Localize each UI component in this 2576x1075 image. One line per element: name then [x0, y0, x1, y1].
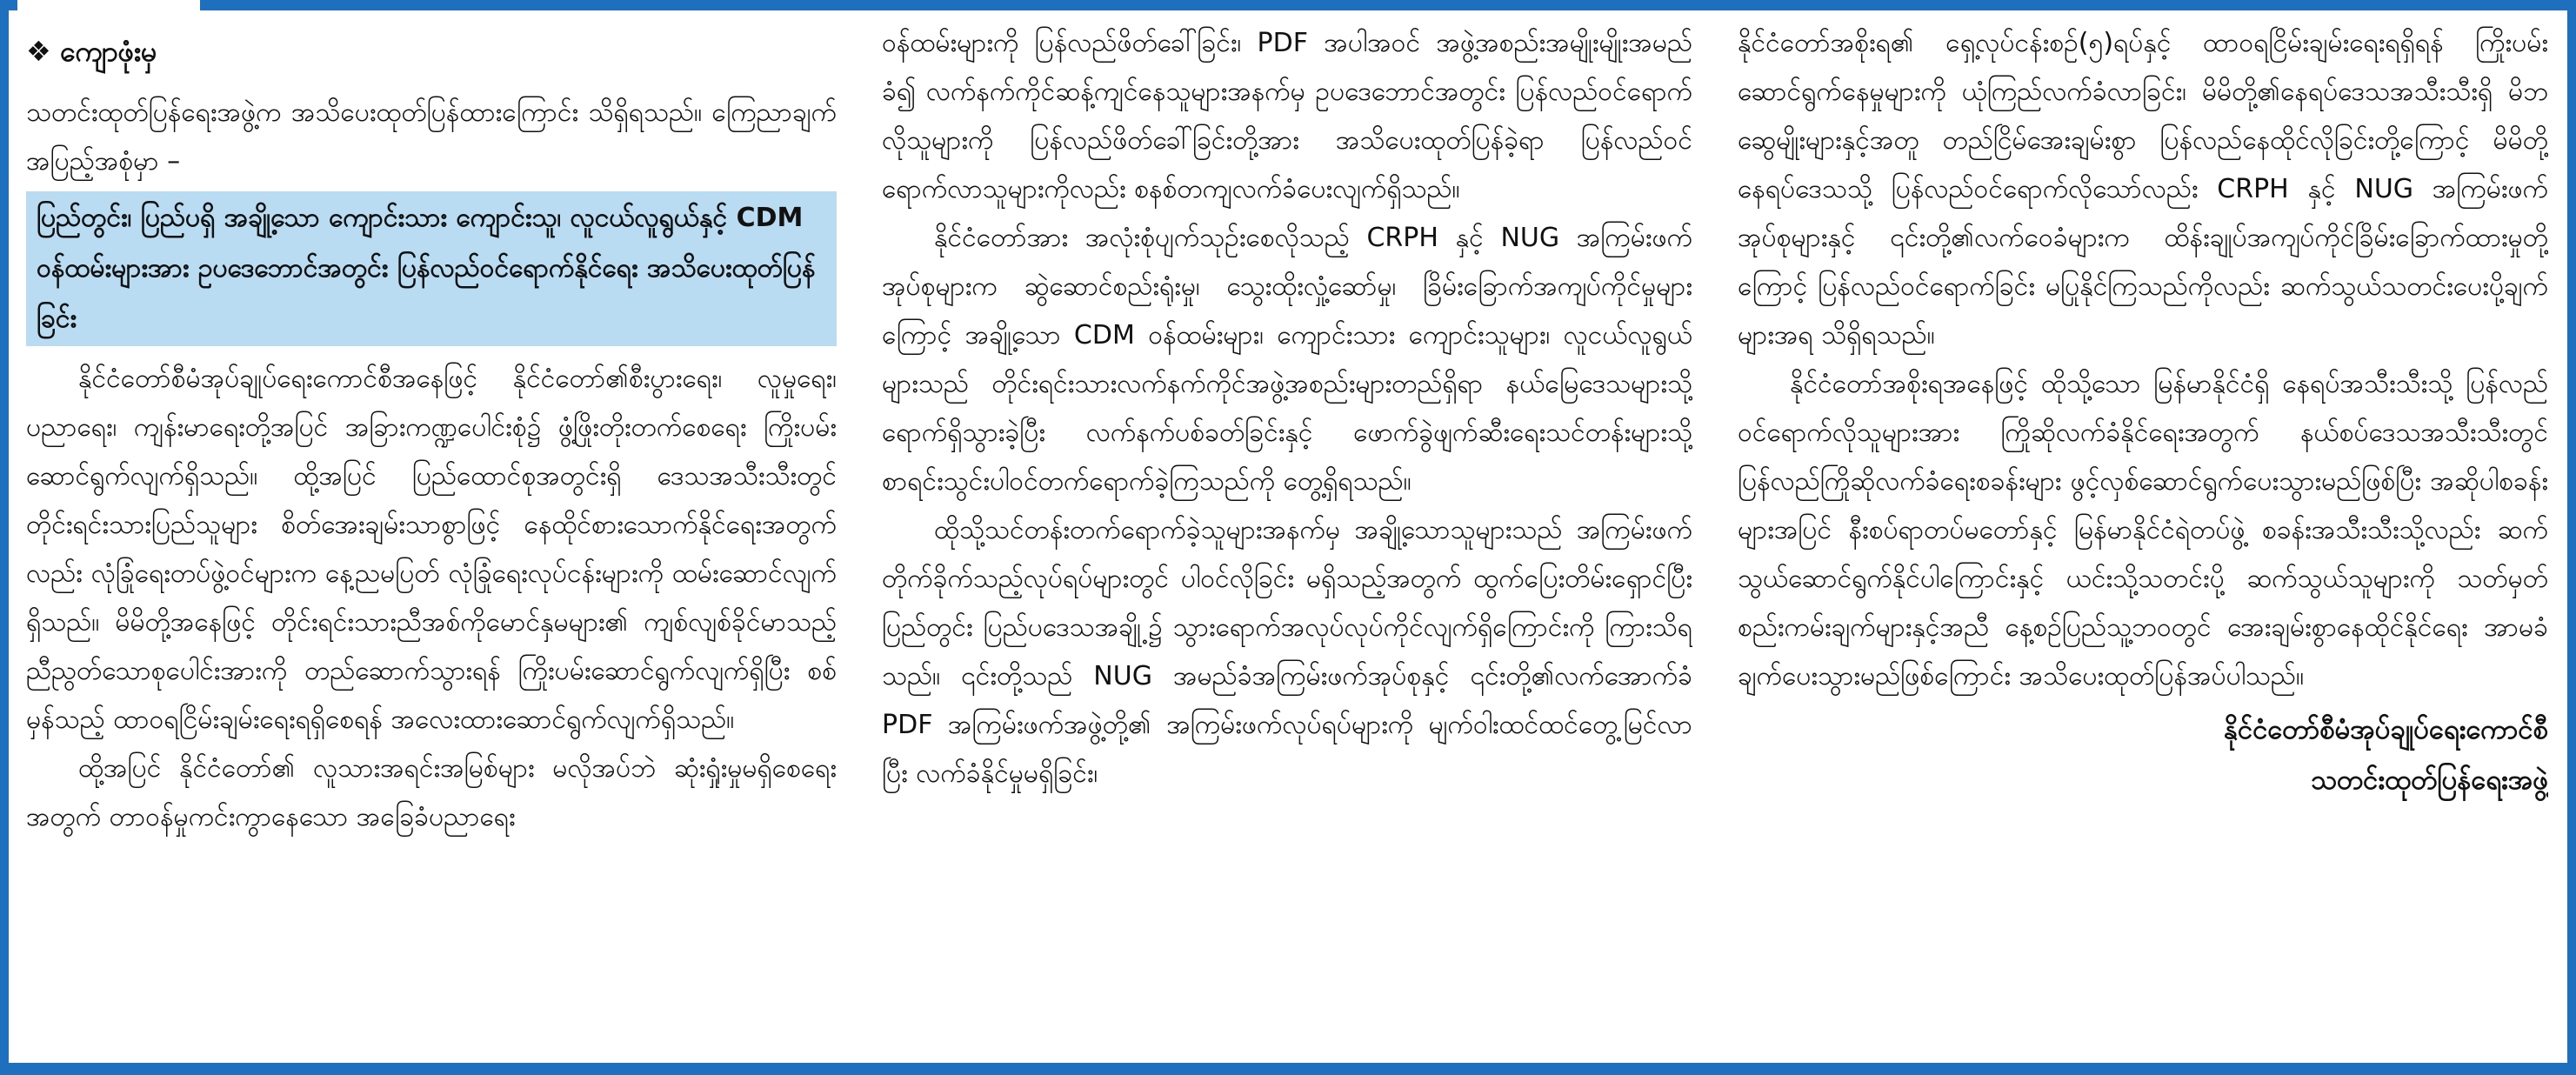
body-paragraph: နိုင်ငံတော်အစိုးရ၏ ရှေ့လုပ်ငန်းစဉ်(၅)ရပ်နှင့် ထာဝရငြိမ်းချမ်းရေးရရှိရန် ကြိုးပမ်းဆောင်ရွက်နေမှုများကို ယုံကြည်လက်ခံလာခြင်း၊ မိမိတို့၏နေရပ်ဒေသအသီးသီးရှိ မိဘဆွေမျိုးများနှင့်အတူ တည်ငြိမ်အေးချမ်းစွာ ပြန်လည်နေထိုင်လိုခြင်းတို့ကြောင့် မိမိတို့နေရပ်ဒေသသို့ ပြန်လည်ဝင်ရောက်လိုသော်လည်း CRPH နှင့် NUG အကြမ်းဖက်အုပ်စုများနှင့် ၎င်းတို့၏လက်ဝေခံများက ထိန်းချုပ်အကျပ်ကိုင်ခြိမ်းခြောက်ထားမှုတို့ကြောင့် ပြန်လည်ဝင်ရောက်ခြင်း မပြုနိုင်ကြသည်ကိုလည်း ဆက်သွယ်သတင်းပေးပို့ချက်များအရ သိရှိရသည်။ [1738, 28, 2548, 351]
signature-block [1738, 704, 2548, 805]
body-paragraph: နိုင်ငံတော်အား အလုံးစုံပျက်သုဉ်းစေလိုသည့် CRPH နှင့် NUG အကြမ်းဖက်အုပ်စုများက ဆွဲဆောင်စည်းရုံးမှု၊ သွေးထိုးလှုံ့ဆော်မှု၊ ခြိမ်းခြောက်အကျပ်ကိုင်မှုများကြောင့် အချို့သော CDM ဝန်ထမ်းများ၊ ကျောင်းသား ကျောင်းသူများ၊ လူငယ်လူရွယ်များသည် တိုင်းရင်းသားလက်နက်ကိုင်အဖွဲ့အစည်းများတည်ရှိရာ နယ်မြေဒေသများသို့ ရောက်ရှိသွားခဲ့ပြီး လက်နက်ပစ်ခတ်ခြင်းနှင့် ဖောက်ခွဲဖျက်ဆီးရေးသင်တန်းများသို့ စာရင်းသွင်းပါဝင်တက်ရောက်ခဲ့ကြသည်ကို တွေ့ရှိရသည်။ [882, 223, 1692, 497]
signature-team: သတင်းထုတ်ပြန်ရေးအဖွဲ့ [2311, 765, 2548, 796]
signature-issuer: နိုင်ငံတော်စီမံအုပ်ချုပ်ရေးကောင်စီ [2224, 714, 2548, 745]
announcement-headline: ပြည်တွင်း၊ ပြည်ပရှိ အချို့သော ကျောင်းသား ကျောင်းသူ၊ လူငယ်လူရွယ်နှင့် CDM ဝန်ထမ်းများအား ဥပဒေဘောင်အတွင်း ပြန်လည်ဝင်ရောက်နိုင်ရေး အသိပေးထုတ်ပြန်ခြင်း [26, 191, 837, 346]
article-body [26, 19, 2548, 1045]
body-paragraph: ဝန်ထမ်းများကို ပြန်လည်ဖိတ်ခေါ်ခြင်း၊ PDF အပါအဝင် အဖွဲ့အစည်းအမျိုးမျိုးအမည်ခံ၍ လက်နက်ကိုင်ဆန့်ကျင်နေသူများအနက်မှ ဥပဒေဘောင်အတွင်း ပြန်လည်ဝင်ရောက်လိုသူများကို ပြန်လည်ဖိတ်ခေါ်ခြင်းတို့အား အသိပေးထုတ်ပြန်ခဲ့ရာ ပြန်လည်ဝင်ရောက်လာသူများကိုလည်း စနစ်တကျလက်ခံပေးလျက်ရှိသည်။ [882, 28, 1692, 204]
column-1 [26, 19, 837, 1045]
section-title-text: ကျောဖုံးမှ [59, 35, 157, 68]
body-paragraph: နိုင်ငံတော်အစိုးရအနေဖြင့် ထိုသို့သော မြန်မာနိုင်ငံရှိ နေရပ်အသီးသီးသို့ ပြန်လည်ဝင်ရောက်လိုသူများအား ကြိုဆိုလက်ခံနိုင်ရေးအတွက် နယ်စပ်ဒေသအသီးသီးတွင် ပြန်လည်ကြိုဆိုလက်ခံရေးစခန်းများ ဖွင့်လှစ်ဆောင်ရွက်ပေးသွားမည်ဖြစ်ပြီး အဆိုပါစခန်းများအပြင် နီးစပ်ရာတပ်မတော်နှင့် မြန်မာနိုင်ငံရဲတပ်ဖွဲ့ စခန်းအသီးသီးသို့လည်း ဆက်သွယ်ဆောင်ရွက်နိုင်ပါကြောင်းနှင့် ယင်းသို့သတင်းပို့ ဆက်သွယ်သူများကို သတ်မှတ်စည်းကမ်းချက်များနှင့်အညီ နေ့စဉ်ပြည်သူ့ဘဝတွင် အေးချမ်းစွာနေထိုင်နိုင်ရေး အာမခံချက်ပေးသွားမည်ဖြစ်ကြောင်း အသိပေးထုတ်ပြန်အပ်ပါသည်။ [1738, 369, 2548, 691]
column-2 [882, 19, 1692, 1045]
column-3 [1738, 19, 2548, 1045]
section-title [26, 19, 837, 83]
border-notch [17, 0, 200, 10]
body-paragraph: နိုင်ငံတော်စီမံအုပ်ချုပ်ရေးကောင်စီအနေဖြင့် နိုင်ငံတော်၏စီးပွားရေး၊ လူမှုရေး၊ ပညာရေး၊ ကျန်းမာရေးတို့အပြင် အခြားကဏ္ဍပေါင်းစုံ၌ ဖွံ့ဖြိုးတိုးတက်စေရေး ကြိုးပမ်းဆောင်ရွက်လျက်ရှိသည်။ ထို့အပြင် ပြည်ထောင်စုအတွင်းရှိ ဒေသအသီးသီးတွင် တိုင်းရင်းသားပြည်သူများ စိတ်အေးချမ်းသာစွာဖြင့် နေထိုင်စားသောက်နိုင်ရေးအတွက်လည်း လုံခြုံရေးတပ်ဖွဲ့ဝင်များက နေ့ညမပြတ် လုံခြုံရေးလုပ်ငန်းများကို ထမ်းဆောင်လျက်ရှိသည်။ မိမိတို့အနေဖြင့် တိုင်းရင်းသားညီအစ်ကိုမောင်နှမများ၏ ကျစ်လျစ်ခိုင်မာသည့် ညီညွတ်သောစုပေါင်းအားကို တည်ဆောက်သွားရန် ကြိုးပမ်းဆောင်ရွက်လျက်ရှိပြီး စစ်မှန်သည့် ထာဝရငြိမ်းချမ်းရေးရရှိစေရန် အလေးထားဆောင်ရွက်လျက်ရှိသည်။ [26, 364, 837, 735]
body-paragraph: ထို့အပြင် နိုင်ငံတော်၏ လူသားအရင်းအမြစ်များ မလိုအပ်ဘဲ ဆုံးရှုံးမှုမရှိစေရေးအတွက် တာဝန်မှုကင်းကွာနေသော အခြေခံပညာရေး [26, 753, 837, 832]
body-paragraph: ထိုသို့သင်တန်းတက်ရောက်ခဲ့သူများအနက်မှ အချို့သောသူများသည် အကြမ်းဖက်တိုက်ခိုက်သည့်လုပ်ရပ်များတွင် ပါဝင်လိုခြင်း မရှိသည့်အတွက် ထွက်ပြေးတိမ်းရှောင်ပြီး ပြည်တွင်း ပြည်ပဒေသအချို့၌ သွားရောက်အလုပ်လုပ်ကိုင်လျက်ရှိကြောင်းကို ကြားသိရသည်။ ၎င်းတို့သည် NUG အမည်ခံအကြမ်းဖက်အုပ်စုနှင့် ၎င်းတို့၏လက်အောက်ခံ PDF အကြမ်းဖက်အဖွဲ့တို့၏ အကြမ်းဖက်လုပ်ရပ်များကို မျက်ဝါးထင်ထင်တွေ့မြင်လာပြီး လက်ခံနိုင်မှုမရှိခြင်း၊ [882, 515, 1692, 789]
diamond-icon: ❖ [26, 35, 51, 68]
intro-paragraph: သတင်းထုတ်ပြန်ရေးအဖွဲ့က အသိပေးထုတ်ပြန်ထားကြောင်း သိရှိရသည်။ ကြေညာချက်အပြည့်အစုံမှာ – [26, 97, 837, 177]
